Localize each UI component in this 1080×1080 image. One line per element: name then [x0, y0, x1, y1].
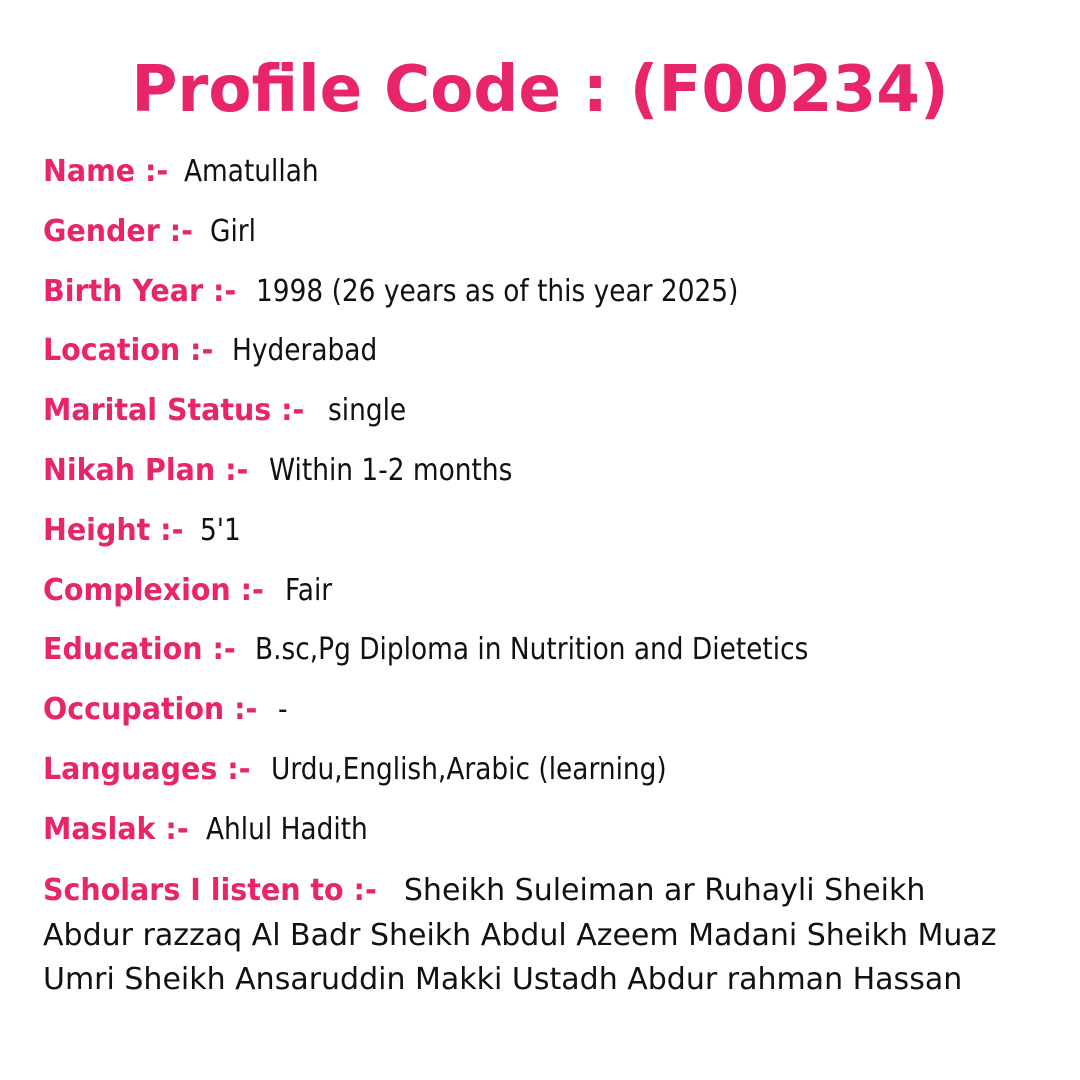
- field-label: Location :-: [43, 333, 214, 369]
- field-label: Nikah Plan :-: [43, 452, 249, 488]
- scholars-line-3: [43, 958, 1043, 1003]
- field-value: Urdu,English,Arabic (learning): [270, 751, 667, 787]
- field-label: Scholars I listen to :-: [43, 873, 377, 908]
- field-name: [43, 152, 1043, 212]
- field-value: -: [278, 692, 288, 728]
- field-value: B.sc,Pg Diploma in Nutrition and Dietetics: [255, 632, 809, 668]
- scholars-line-3-inner: [43, 958, 962, 1003]
- field-label: Languages :-: [43, 751, 251, 787]
- field-gender: [43, 212, 1043, 272]
- page-title: Profile Code : (F00234): [131, 53, 949, 127]
- profile-fields: [43, 152, 1043, 870]
- field-value: Within 1-2 months: [268, 452, 513, 488]
- field-value: Ahlul Hadith: [205, 811, 368, 847]
- field-value: Amatullah: [184, 154, 320, 189]
- field-birth-year: [43, 272, 1043, 332]
- scholars-text: Umri Sheikh Ansaruddin Makki Ustadh Abdur rahman Hassan: [43, 962, 963, 997]
- field-label: Birth Year :-: [43, 273, 237, 309]
- field-marital-status: [43, 391, 1043, 451]
- field-scholars: [43, 869, 1043, 1003]
- field-height: [43, 511, 1043, 571]
- field-value: single: [327, 393, 406, 429]
- field-label: Occupation :-: [43, 692, 258, 728]
- field-complexion: [43, 571, 1043, 631]
- field-label: Height :-: [43, 512, 184, 548]
- field-value: Fair: [285, 572, 333, 608]
- field-value: 5'1: [200, 512, 242, 548]
- field-label: Marital Status :-: [43, 393, 305, 429]
- field-label: Gender :-: [43, 213, 193, 249]
- field-maslak: [43, 810, 1043, 870]
- scholars-line-1: [43, 869, 1043, 914]
- field-value: Girl: [210, 213, 257, 249]
- scholars-text: Abdur razzaq Al Badr Sheikh Abdul Azeem Madani Sheikh Muaz: [43, 917, 997, 953]
- field-value: 1998 (26 years as of this year 2025): [255, 273, 739, 309]
- field-label: Name :-: [43, 154, 169, 189]
- field-label: Education :-: [43, 632, 236, 668]
- field-nikah-plan: [43, 451, 1043, 511]
- field-label: Maslak :-: [43, 811, 189, 847]
- field-languages: [43, 750, 1043, 810]
- field-occupation: [43, 690, 1043, 750]
- field-location: [43, 331, 1043, 391]
- field-education: [43, 630, 1043, 690]
- scholars-line-2: [43, 914, 1043, 959]
- field-value: Hyderabad: [231, 333, 377, 369]
- scholars-line-2-inner: [43, 914, 997, 959]
- scholars-text: Sheikh Suleiman ar Ruhayli Sheikh: [403, 873, 926, 908]
- field-label: Complexion :-: [43, 572, 264, 608]
- scholars-line-1-inner: [43, 869, 925, 914]
